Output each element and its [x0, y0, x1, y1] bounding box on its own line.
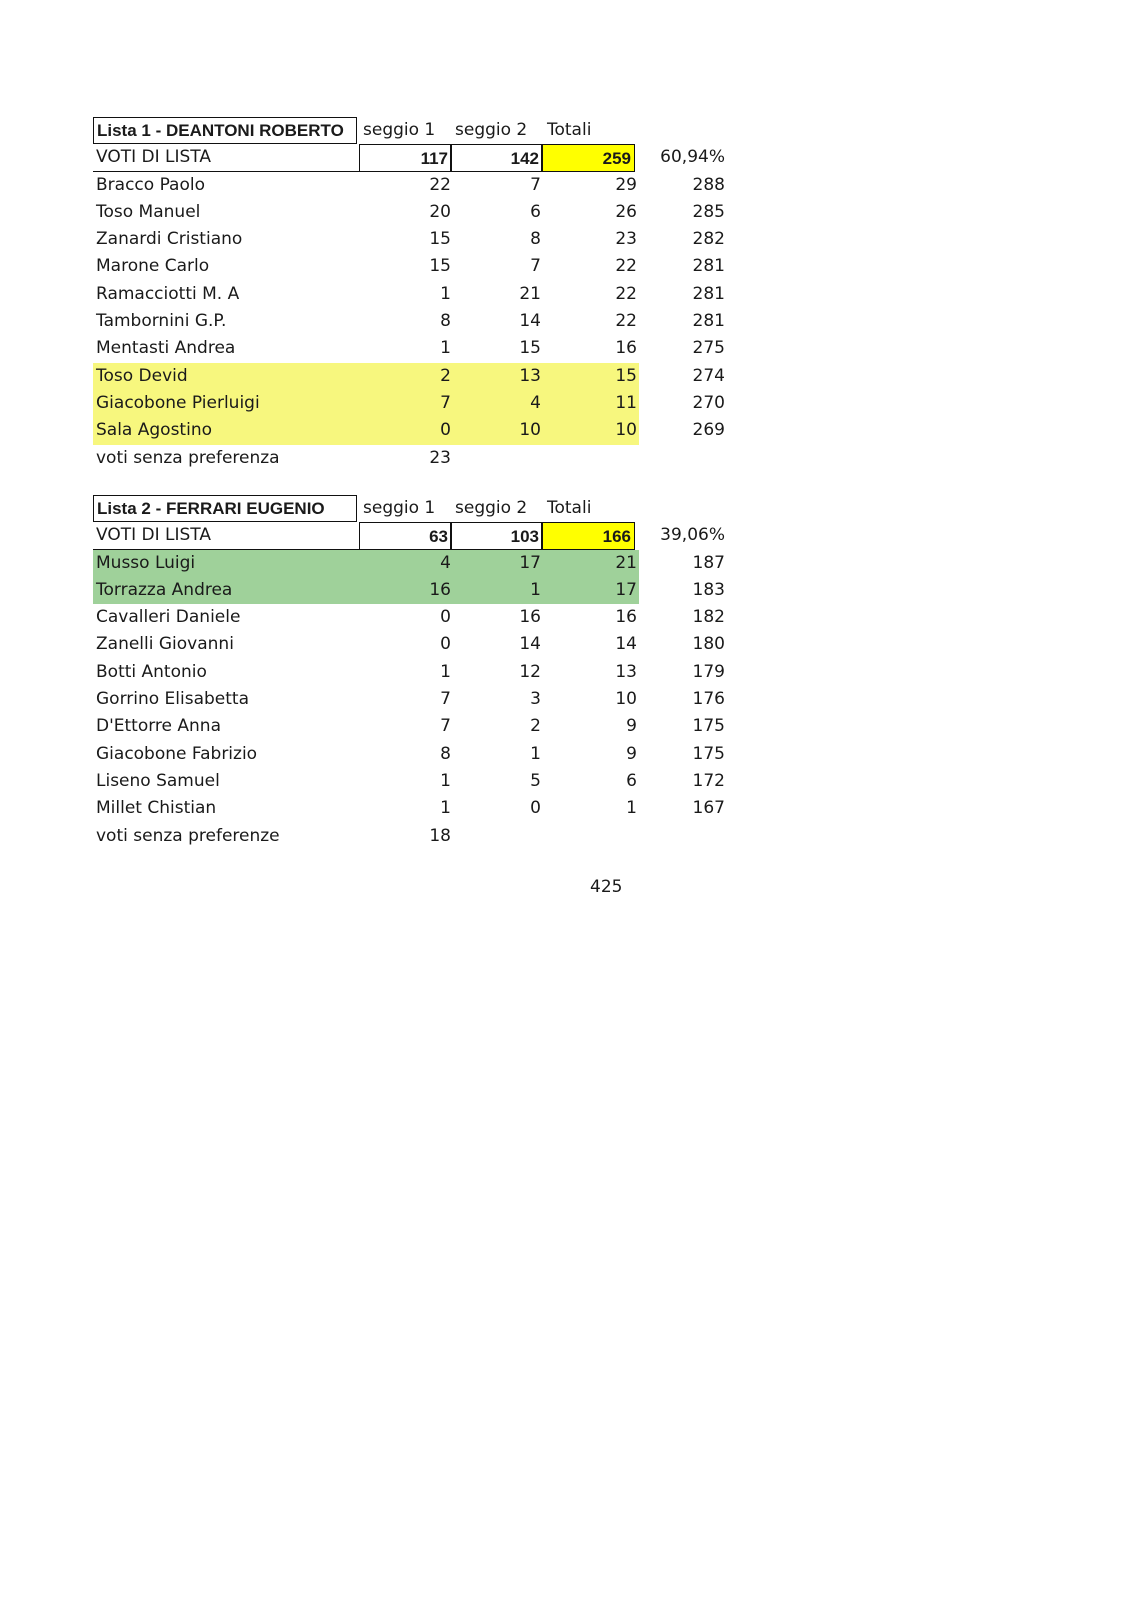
candidate-sum: 182 [692, 607, 725, 628]
candidate-total: 9 [626, 716, 637, 737]
candidate-sum: 288 [692, 174, 725, 195]
candidate-row [93, 226, 743, 253]
candidate-seggio1: 0 [440, 634, 451, 655]
candidate-sum: 175 [692, 743, 725, 764]
candidate-name: Cavalleri Daniele [96, 607, 241, 628]
candidate-seggio1: 16 [429, 579, 451, 600]
candidate-name: Gorrino Elisabetta [96, 689, 250, 710]
candidate-row [93, 417, 743, 444]
candidate-row [93, 768, 743, 795]
candidate-name: Ramacciotti M. A [96, 283, 240, 304]
candidate-seggio2: 5 [530, 770, 541, 791]
candidate-total: 21 [615, 552, 637, 573]
candidate-total: 15 [615, 365, 637, 386]
candidate-seggio1: 1 [440, 338, 451, 359]
candidate-row [93, 308, 743, 335]
candidate-seggio2: 7 [530, 256, 541, 277]
candidate-row [93, 253, 743, 280]
candidate-sum: 167 [692, 798, 725, 819]
candidate-row [93, 199, 743, 226]
list-votes-label: VOTI DI LISTA [96, 525, 211, 546]
candidate-row [93, 686, 743, 713]
candidate-name: Musso Luigi [96, 552, 196, 573]
candidate-seggio1: 7 [440, 689, 451, 710]
candidate-seggio1: 1 [440, 770, 451, 791]
candidate-sum: 270 [692, 392, 725, 413]
list-votes-percent: 39,06% [660, 525, 725, 546]
candidate-seggio2: 6 [530, 201, 541, 222]
candidate-row [93, 741, 743, 768]
candidate-seggio2: 4 [530, 392, 541, 413]
no-preference-row [93, 823, 743, 850]
candidate-name: Botti Antonio [96, 661, 207, 682]
candidate-seggio2: 13 [519, 365, 541, 386]
candidate-name: Millet Chistian [96, 798, 217, 819]
candidate-name: Zanelli Giovanni [96, 634, 234, 655]
candidate-seggio2: 10 [519, 420, 541, 441]
candidate-name: Zanardi Cristiano [96, 229, 243, 250]
candidate-row [93, 577, 743, 604]
list-votes-seggio2: 142 [451, 144, 542, 171]
candidate-seggio1: 8 [440, 743, 451, 764]
candidate-total: 1 [626, 798, 637, 819]
candidate-total: 23 [615, 229, 637, 250]
list-votes-percent: 60,94% [660, 147, 725, 168]
candidate-name: Tambornini G.P. [96, 311, 227, 332]
list-header-row [93, 495, 743, 522]
candidate-name: Giacobone Fabrizio [96, 743, 258, 764]
candidate-total: 26 [615, 201, 637, 222]
candidate-seggio2: 12 [519, 661, 541, 682]
list-title: Lista 2 - FERRARI EUGENIO [93, 495, 357, 522]
list-table-1 [93, 117, 743, 472]
candidate-row [93, 390, 743, 417]
candidate-sum: 269 [692, 420, 725, 441]
candidate-seggio1: 8 [440, 311, 451, 332]
candidate-seggio1: 15 [429, 256, 451, 277]
candidate-seggio2: 3 [530, 689, 541, 710]
candidate-total: 22 [615, 283, 637, 304]
candidate-seggio1: 20 [429, 201, 451, 222]
candidate-name: Bracco Paolo [96, 174, 205, 195]
candidate-seggio1: 7 [440, 392, 451, 413]
column-header: Totali [547, 498, 592, 518]
candidate-seggio2: 14 [519, 311, 541, 332]
candidate-seggio2: 16 [519, 607, 541, 628]
candidate-total: 16 [615, 338, 637, 359]
candidate-sum: 281 [692, 283, 725, 304]
candidate-row [93, 713, 743, 740]
no-preference-label: voti senza preferenza [96, 447, 280, 468]
candidate-seggio2: 0 [530, 798, 541, 819]
candidate-seggio2: 2 [530, 716, 541, 737]
candidate-seggio1: 0 [440, 420, 451, 441]
candidate-sum: 172 [692, 770, 725, 791]
list-title: Lista 1 - DEANTONI ROBERTO [93, 117, 357, 144]
no-preference-value: 23 [429, 447, 451, 468]
candidate-seggio2: 17 [519, 552, 541, 573]
candidate-name: Giacobone Pierluigi [96, 392, 260, 413]
candidate-seggio1: 22 [429, 174, 451, 195]
candidate-total: 11 [615, 392, 637, 413]
candidate-seggio2: 1 [530, 579, 541, 600]
candidate-name: D'Ettorre Anna [96, 716, 222, 737]
list-header-row [93, 117, 743, 144]
candidate-name: Mentasti Andrea [96, 338, 236, 359]
candidate-seggio2: 1 [530, 743, 541, 764]
candidate-sum: 183 [692, 579, 725, 600]
list-votes-seggio1: 117 [359, 144, 451, 171]
candidate-total: 9 [626, 743, 637, 764]
candidate-name: Liseno Samuel [96, 770, 220, 791]
candidate-row [93, 659, 743, 686]
column-header: seggio 1 [363, 120, 436, 140]
candidate-seggio1: 2 [440, 365, 451, 386]
candidate-total: 13 [615, 661, 637, 682]
candidate-total: 10 [615, 689, 637, 710]
list-votes-label: VOTI DI LISTA [96, 147, 211, 168]
candidate-total: 22 [615, 311, 637, 332]
no-preference-label: voti senza preferenze [96, 825, 280, 846]
candidate-sum: 281 [692, 311, 725, 332]
candidate-row [93, 550, 743, 577]
candidate-sum: 281 [692, 256, 725, 277]
candidate-seggio2: 7 [530, 174, 541, 195]
candidate-total: 6 [626, 770, 637, 791]
candidate-seggio2: 8 [530, 229, 541, 250]
candidate-row [93, 335, 743, 362]
candidate-seggio1: 1 [440, 661, 451, 682]
candidate-seggio1: 7 [440, 716, 451, 737]
candidate-name: Marone Carlo [96, 256, 210, 277]
no-preference-value: 18 [429, 825, 451, 846]
candidate-name: Sala Agostino [96, 420, 212, 441]
candidate-sum: 285 [692, 201, 725, 222]
candidate-total: 16 [615, 607, 637, 628]
candidate-sum: 175 [692, 716, 725, 737]
candidate-name: Torrazza Andrea [96, 579, 233, 600]
candidate-sum: 176 [692, 689, 725, 710]
list-votes-row [93, 144, 743, 171]
candidate-row [93, 281, 743, 308]
candidate-row [93, 795, 743, 822]
candidate-total: 17 [615, 579, 637, 600]
column-header: Totali [547, 120, 592, 140]
candidate-row [93, 172, 743, 199]
list-table-2 [93, 495, 743, 850]
candidate-sum: 274 [692, 365, 725, 386]
candidate-row [93, 631, 743, 658]
candidate-total: 10 [615, 420, 637, 441]
list-votes-total: 259 [542, 144, 635, 171]
candidate-seggio2: 21 [519, 283, 541, 304]
list-votes-total: 166 [542, 522, 635, 549]
candidate-row [93, 363, 743, 390]
candidate-seggio1: 4 [440, 552, 451, 573]
candidate-seggio2: 15 [519, 338, 541, 359]
list-votes-seggio1: 63 [359, 522, 451, 549]
candidate-row [93, 604, 743, 631]
candidate-sum: 282 [692, 229, 725, 250]
candidate-sum: 187 [692, 552, 725, 573]
candidate-name: Toso Devid [96, 365, 188, 386]
candidate-seggio1: 0 [440, 607, 451, 628]
no-preference-row [93, 445, 743, 472]
candidate-sum: 275 [692, 338, 725, 359]
column-header: seggio 2 [455, 498, 528, 518]
list-votes-seggio2: 103 [451, 522, 542, 549]
candidate-sum: 180 [692, 634, 725, 655]
candidate-total: 29 [615, 174, 637, 195]
candidate-total: 14 [615, 634, 637, 655]
candidate-seggio2: 14 [519, 634, 541, 655]
candidate-total: 22 [615, 256, 637, 277]
candidate-seggio1: 1 [440, 283, 451, 304]
column-header: seggio 1 [363, 498, 436, 518]
candidate-sum: 179 [692, 661, 725, 682]
candidate-seggio1: 1 [440, 798, 451, 819]
candidate-seggio1: 15 [429, 229, 451, 250]
candidate-name: Toso Manuel [96, 201, 201, 222]
list-votes-row [93, 522, 743, 549]
column-header: seggio 2 [455, 120, 528, 140]
page-total: 425 [590, 877, 623, 897]
